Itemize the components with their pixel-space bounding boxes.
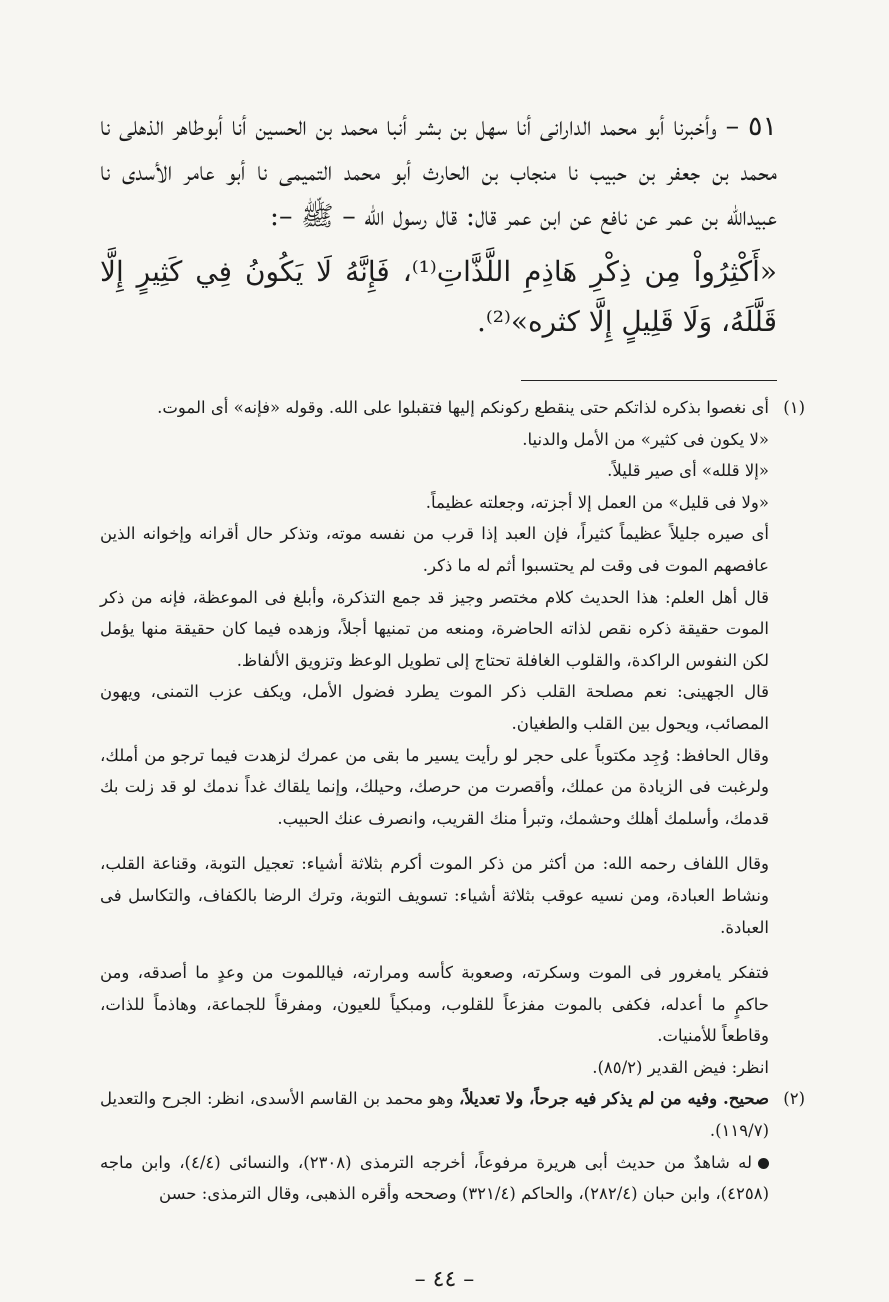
grading-rest: وهو محمد بن القاسم الأسدى، انظر: الجرح والتعديل (١١٩/٧). [100, 1089, 769, 1141]
footnote-paragraph: أى صيره جليلاً عظيماً كثيراً، فإن العبد إذا قرب من نفسه موته، وتذكر حال أقرانه وإخوانه الذين عافصهم الموت فى وقت لم يحتسبوا أثم له ما ذكر. [100, 524, 769, 575]
footnote-paragraph: فتفكر يامغرور فى الموت وسكرته، وصعوبة كأسه ومرارته، فياللموت من وعدٍ ما أصدقه، ومن حاكمٍ ما أعدله، فكفى بالموت مفزعاً للقلوب، ومبكياً للعيون، ومفرقاً للجماعة، وهاذماً للذات، وقاطعاً للأمنيات. [100, 963, 769, 1046]
footnote-paragraph: «ولا فى قليل» من العمل إلا أجزته، وجعلته عظيماً. [425, 492, 769, 512]
footnote-paragraph: وقال اللفاف رحمه الله: من أكثر من ذكر الموت أكرم بثلاثة أشياء: تعجيل التوبة، وقناعة القلب، ونشاط العبادة، ومن نسيه عوقب بثلاثة أشياء: تسويف التوبة، وترك الرضا بالكفاف، والتكاسل فى العبادة. [100, 854, 769, 937]
main-text [100, 104, 777, 347]
footnote-paragraph: قال الجهينى: نعم مصلحة القلب ذكر الموت يطرد فضول الأمل، ويكف عزب التمنى، ويهون المصائب، ويحول بين القلب والطغيان. [100, 682, 769, 733]
footnote-paragraph: أى نغصوا بذكره لذاتكم حتى ينقطع ركونكم إليها فتقبلوا على الله. وقوله «فإنه» أى الموت. [157, 398, 769, 417]
grading-lead: صحيح. وفيه من لم يذكر فيه جرحاً، ولا تعديلاً، [458, 1089, 770, 1109]
footnote-paragraph: قال أهل العلم: هذا الحديث كلام مختصر وجيز قد جمع التذكرة، وأبلغ فى الموعظة، فإنه من ذكر الموت حقيقة ذكره نقص لذاته الحاضرة، ومنعه من تمنيها أجلاً، وزهده فيما كان حقيقة منها يؤمل لكن النفوس الراكدة، والقلوب الغافلة تحتاج إلى تطويل الوعظ وتزويق الألفاظ. [100, 587, 769, 670]
hadith-text: «أَكْثِرُواْ مِن ذِكْرِ هَاذِمِ اللَّذَّاتِ⁽¹⁾، فَإِنَّهُ لَا يَكُونُ فِي كَثِيرٍ إِلَّا قَلَّلَهُ، وَلَا قَلِيلٍ إِلَّا كثره»⁽²⁾. [100, 255, 778, 338]
footnote-2 [100, 1083, 805, 1209]
footnote-separator [521, 380, 777, 381]
footnote-number: (٢) [783, 1089, 805, 1109]
footnote-paragraph [100, 1147, 769, 1210]
witness-text: له شاهدٌ من حديث أبى هريرة مرفوعاً، أخرجه الترمذى (٢٣٠٨)، والنسائى (٤/٤)، وابن ماجه (٤٢٥٨)، وابن حبان (٢٨٢/٤)، والحاكم (٣٢١/٤) وصححه وأقره الذهبى، وقال الترمذى: حسن [100, 1152, 769, 1204]
footnote-1 [100, 392, 805, 1083]
footnotes [100, 392, 805, 1210]
footnote-paragraph: انظر: فيض القدير (٨٥/٢). [592, 1057, 769, 1077]
footnote-paragraph: «لا يكون فى كثير» من الأمل والدنيا. [522, 429, 769, 449]
page-number: – ٤٤ – [414, 1267, 475, 1292]
hadith-chain-paragraph: ٥١ – وأخبرنا أبو محمد الدارانى أنا سهل بن بشر أنبا محمد بن الحسين أنا أبوطاهر الذهلى نا محمد بن جعفر بن حبيب نا منجاب بن الحارث أبو محمد التميمى نا أبو عامر الأسدى نا عبيدالله بن عمر عن نافع عن ابن عمر قال: قال رسول الله – ﷺ –: [100, 111, 777, 232]
footnote-paragraph [100, 1083, 769, 1146]
bullet-icon [758, 1158, 769, 1169]
footnote-paragraph: وقال الحافظ: وُجِد مكتوباً على حجر لو رأيت يسير ما بقى من عمرك لزهدت فيما ترجو من أملك، ولرغبت فى الزيادة من عملك، وأقصرت من حرصك، وحيلك، وإنما يلقاك غداً ندمك لو قد زلت بك قدمك، وأسلمك أهلك وحشمك، وتبرأ منك القريب، وانصرف عنك الحبيب. [100, 745, 769, 828]
footnote-number: (١) [783, 398, 805, 417]
footnote-paragraph: «إلا قلله» أى صير قليلاً. [607, 461, 769, 481]
